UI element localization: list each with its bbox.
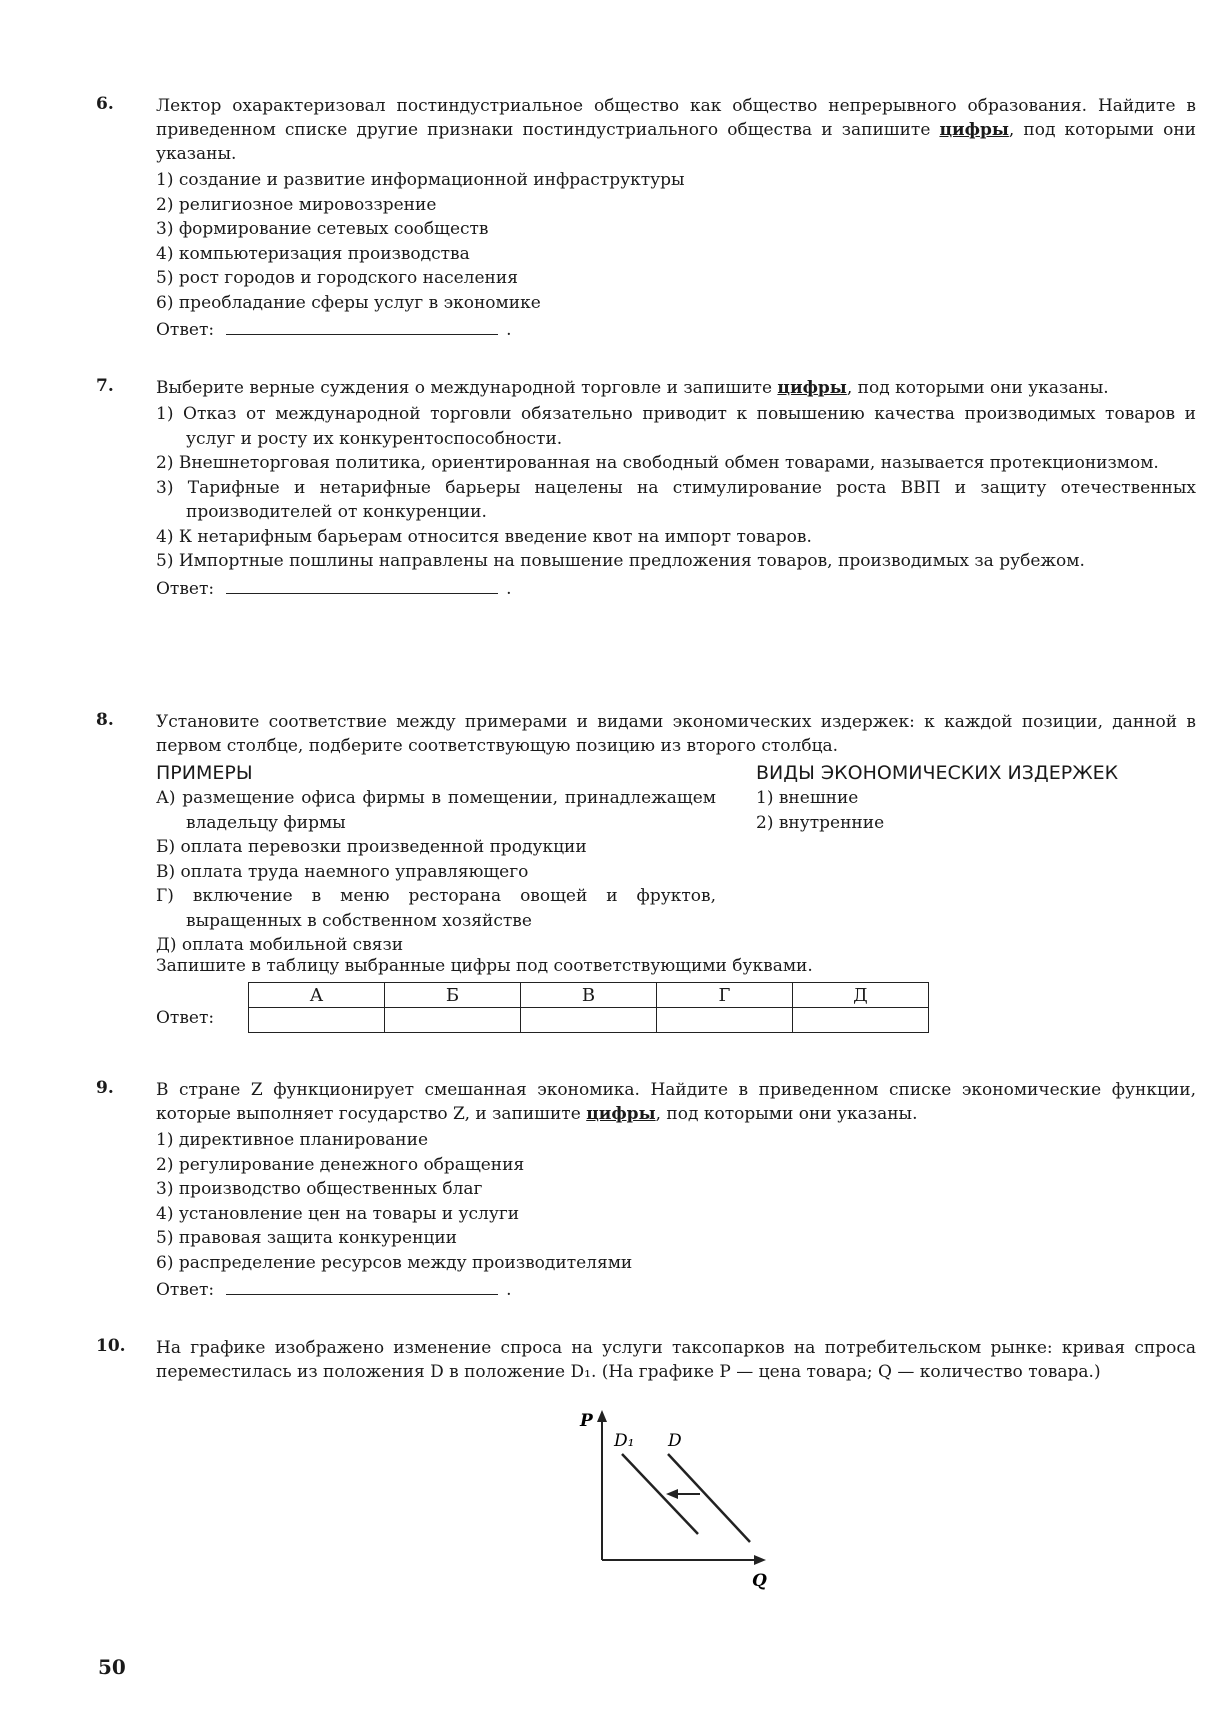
option-item: 2) Внешнеторговая политика, ориентированная на свободный обмен товарами, называется протекционизмом.: [156, 453, 1159, 473]
answer-table: [248, 982, 929, 1033]
table-answer-row: [249, 1008, 929, 1033]
option-item: 6) преобладание сферы услуг в экономике: [156, 292, 541, 313]
question-text-part: В стране Z функционирует смешанная экономика. Найдите в приведенном списке экономические функции, которые выполняет государство Z, и запишите: [156, 1080, 1196, 1124]
examples-list: [156, 786, 716, 958]
cost-type-item: 2) внутренние: [756, 812, 885, 833]
page-number: 50: [98, 1655, 126, 1679]
table-header-cell: Г: [657, 983, 793, 1008]
question-number: 10.: [96, 1336, 126, 1356]
table-header-row: [249, 983, 929, 1008]
question-text-part: Лектор охарактеризовал постиндустриальное общество как общество непрерывного образования. Найдите в приведенном списке другие признаки постиндустриального общества и запишите: [156, 96, 1196, 140]
answer-blank[interactable]: [226, 577, 498, 594]
answer-cell[interactable]: [521, 1008, 657, 1033]
answer-table-row: [156, 982, 1196, 1040]
question-text-part: , под которыми они указаны.: [156, 120, 1197, 164]
example-item: Г) включение в меню ресторана овощей и фруктов, выращенных в собственном хозяйстве: [156, 886, 716, 931]
answer-label: Ответ:: [156, 1280, 215, 1300]
question-text: Установите соответствие между примерами и видами экономических издержек: к каждой позиции, данной в первом столбце, подберите соответствующую позицию из второго столбца.: [156, 712, 1196, 756]
column-heading: ПРИМЕРЫ: [156, 762, 253, 784]
cost-types-column: [756, 760, 1196, 835]
answer-cell[interactable]: [385, 1008, 521, 1033]
demand-shift-graph: [560, 1408, 790, 1688]
y-axis-arrow: [597, 1410, 607, 1422]
option-item: 1) Отказ от международной торговли обязательно приводит к повышению качества производимых товаров и услуг и росту их конкурентоспособности.: [156, 404, 1196, 449]
option-item: 5) рост городов и городского населения: [156, 268, 518, 288]
x-axis-arrow: [754, 1555, 766, 1565]
emphasis: цифры: [939, 120, 1009, 140]
option-list: [156, 402, 1196, 574]
y-axis-label: P: [580, 1411, 593, 1431]
option-item: 4) К нетарифным барьерам относится введение квот на импорт товаров.: [156, 526, 812, 547]
example-item: Д) оплата мобильной связи: [156, 935, 404, 955]
period: .: [506, 320, 512, 340]
question-10: [96, 1336, 1196, 1384]
question-text: На графике изображено изменение спроса на услуги таксопарков на потребительском рынке: кривая спроса переместилась из положения D в положение D₁. (На графике P — цена товара; Q — количество товара.): [156, 1338, 1196, 1382]
answer-cell[interactable]: [657, 1008, 793, 1033]
answer-line: [156, 576, 1196, 602]
question-text-part: , под которыми они указаны.: [846, 378, 1109, 398]
curve-d1-label: D₁: [614, 1431, 635, 1451]
question-text: [156, 1078, 1196, 1126]
question-text-part: Выберите верные суждения о международной торговле и запишите: [156, 378, 778, 398]
option-list: [156, 1128, 1196, 1275]
answer-blank[interactable]: [226, 1278, 498, 1295]
table-header-cell: Б: [385, 983, 521, 1008]
x-axis-label: Q: [752, 1571, 767, 1591]
option-item: 4) компьютеризация производства: [156, 243, 470, 264]
question-8: [96, 710, 1196, 1040]
answer-cell[interactable]: [249, 1008, 385, 1033]
option-list: [156, 168, 1196, 315]
column-heading: ВИДЫ ЭКОНОМИЧЕСКИХ ИЗДЕРЖЕК: [756, 762, 1119, 784]
answer-label: Ответ:: [156, 320, 215, 340]
matching-columns: [156, 760, 1196, 955]
period: .: [506, 578, 512, 599]
option-item: 4) установление цен на товары и услуги: [156, 1203, 520, 1224]
option-item: 1) создание и развитие информационной инфраструктуры: [156, 170, 685, 190]
cost-type-item: 1) внешние: [756, 788, 859, 808]
answer-line: [156, 1277, 1196, 1303]
example-item: Б) оплата перевозки произведенной продукции: [156, 837, 587, 857]
option-item: 5) правовая защита конкуренции: [156, 1228, 458, 1248]
cost-types-list: [756, 786, 1196, 835]
emphasis: цифры: [777, 378, 847, 398]
question-number: 7.: [96, 376, 114, 396]
answer-line: [156, 317, 1196, 343]
emphasis: цифры: [586, 1104, 656, 1124]
option-item: 3) Тарифные и нетарифные барьеры нацелены на стимулирование роста ВВП и защиту отечественных производителей от конкуренции.: [156, 477, 1196, 522]
option-item: 5) Импортные пошлины направлены на повышение предложения товаров, производимых за рубежом.: [156, 551, 1085, 571]
table-header-cell: А: [249, 983, 385, 1008]
example-item: В) оплата труда наемного управляющего: [156, 861, 529, 882]
question-number: 6.: [96, 94, 114, 114]
option-item: 1) директивное планирование: [156, 1130, 429, 1150]
question-text-part: , под которыми они указаны.: [655, 1104, 918, 1124]
table-header-cell: В: [521, 983, 657, 1008]
examples-column: [156, 760, 716, 958]
option-item: 3) производство общественных благ: [156, 1179, 483, 1199]
period: .: [506, 1280, 512, 1300]
curve-d-label: D: [668, 1431, 682, 1451]
shift-arrow-head: [666, 1489, 678, 1499]
question-6: [96, 94, 1196, 343]
question-number: 8.: [96, 710, 114, 730]
answer-label: Ответ:: [156, 1008, 215, 1028]
question-number: 9.: [96, 1078, 114, 1098]
instruction: Запишите в таблицу выбранные цифры под соответствующими буквами.: [156, 956, 813, 976]
curve-d: [668, 1454, 750, 1542]
question-text: [156, 94, 1196, 166]
option-item: 2) религиозное мировоззрение: [156, 194, 437, 215]
option-item: 6) распределение ресурсов между производителями: [156, 1252, 633, 1273]
answer-cell[interactable]: [793, 1008, 929, 1033]
question-9: [96, 1078, 1196, 1303]
table-header-cell: Д: [793, 983, 929, 1008]
example-item: А) размещение офиса фирмы в помещении, принадлежащем владельцу фирмы: [156, 788, 716, 833]
answer-blank[interactable]: [226, 318, 498, 335]
option-item: 3) формирование сетевых сообществ: [156, 219, 489, 239]
question-text: [156, 376, 1196, 400]
option-item: 2) регулирование денежного обращения: [156, 1154, 525, 1175]
answer-label: Ответ:: [156, 578, 215, 599]
question-7: [96, 376, 1196, 602]
